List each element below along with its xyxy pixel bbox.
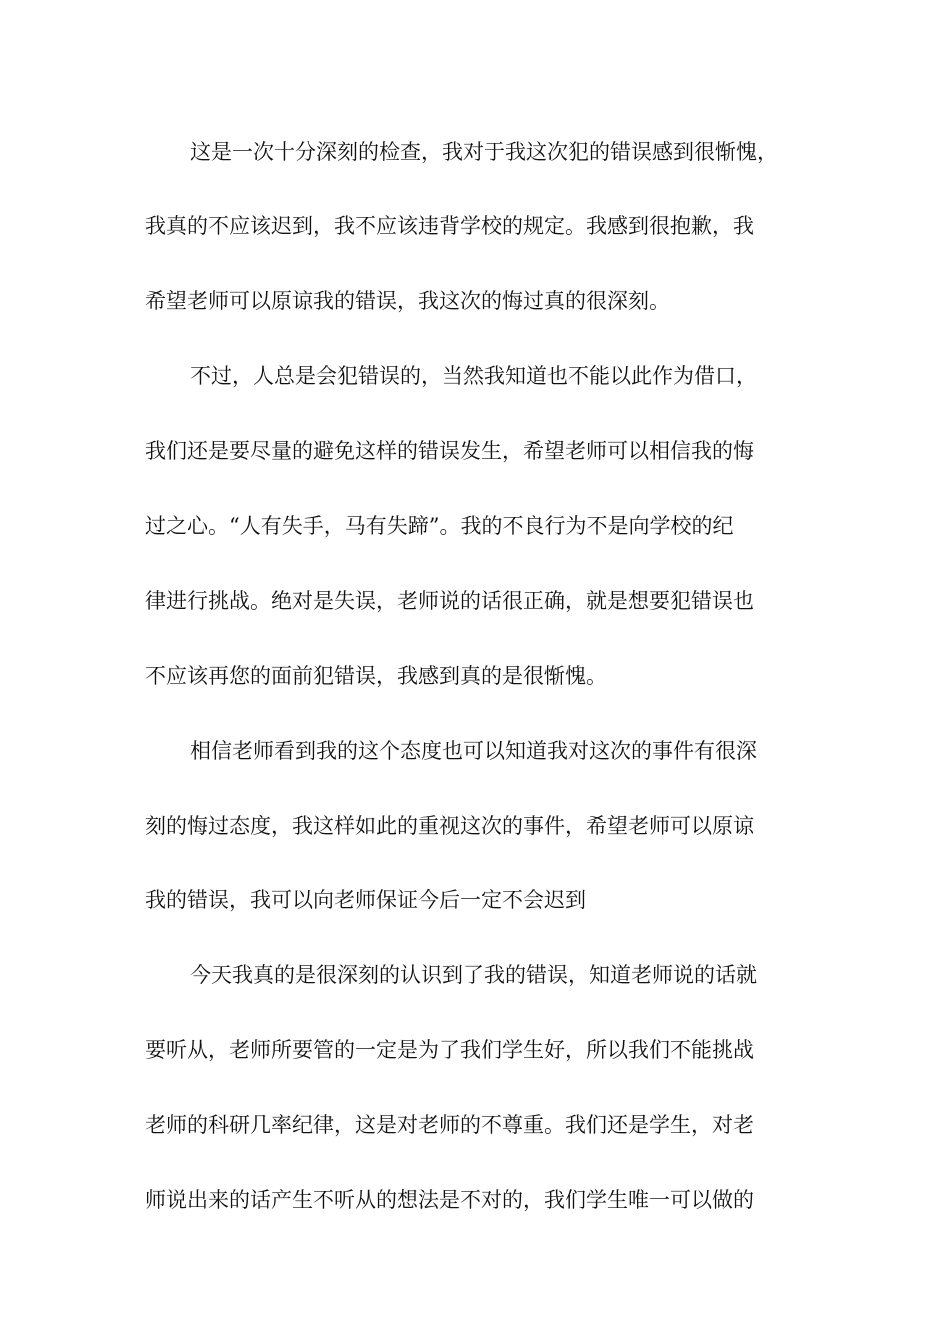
text-line: 希望老师可以原谅我的错误，我这次的悔过真的很深刻。: [145, 289, 670, 313]
text-line: 过之心。“人有失手，马有失蹄”。我的不良行为不是向学校的纪: [145, 514, 734, 538]
text-line: 不应该再您的面前犯错误，我感到真的是很惭愧。: [145, 664, 607, 688]
text-line: 刻的悔过态度，我这样如此的重视这次的事件，希望老师可以原谅: [145, 814, 754, 838]
text-line: 今天我真的是很深刻的认识到了我的错误，知道老师说的话就: [190, 963, 757, 987]
text-line: 我们还是要尽量的避免这样的错误发生，希望老师可以相信我的悔: [145, 439, 754, 463]
text-line: 我的错误，我可以向老师保证今后一定不会迟到: [145, 888, 586, 912]
text-line: 律进行挑战。绝对是失误，老师说的话很正确，就是想要犯错误也: [145, 589, 754, 613]
text-line: 师说出来的话产生不听从的想法是不对的，我们学生唯一可以做的: [145, 1188, 754, 1212]
text-line: 这是一次十分深刻的检查，我对于我这次犯的错误感到很惭愧，: [190, 140, 778, 164]
text-line: 老师的科研几率纪律，这是对老师的不尊重。我们还是学生，对老: [145, 1113, 754, 1137]
text-line: 要听从，老师所要管的一定是为了我们学生好，所以我们不能挑战: [145, 1038, 754, 1062]
text-line: 不过，人总是会犯错误的，当然我知道也不能以此作为借口，: [190, 364, 757, 388]
text-line: 相信老师看到我的这个态度也可以知道我对这次的事件有很深: [190, 739, 757, 763]
text-line: 我真的不应该迟到，我不应该违背学校的规定。我感到很抱歉，我: [145, 214, 754, 238]
